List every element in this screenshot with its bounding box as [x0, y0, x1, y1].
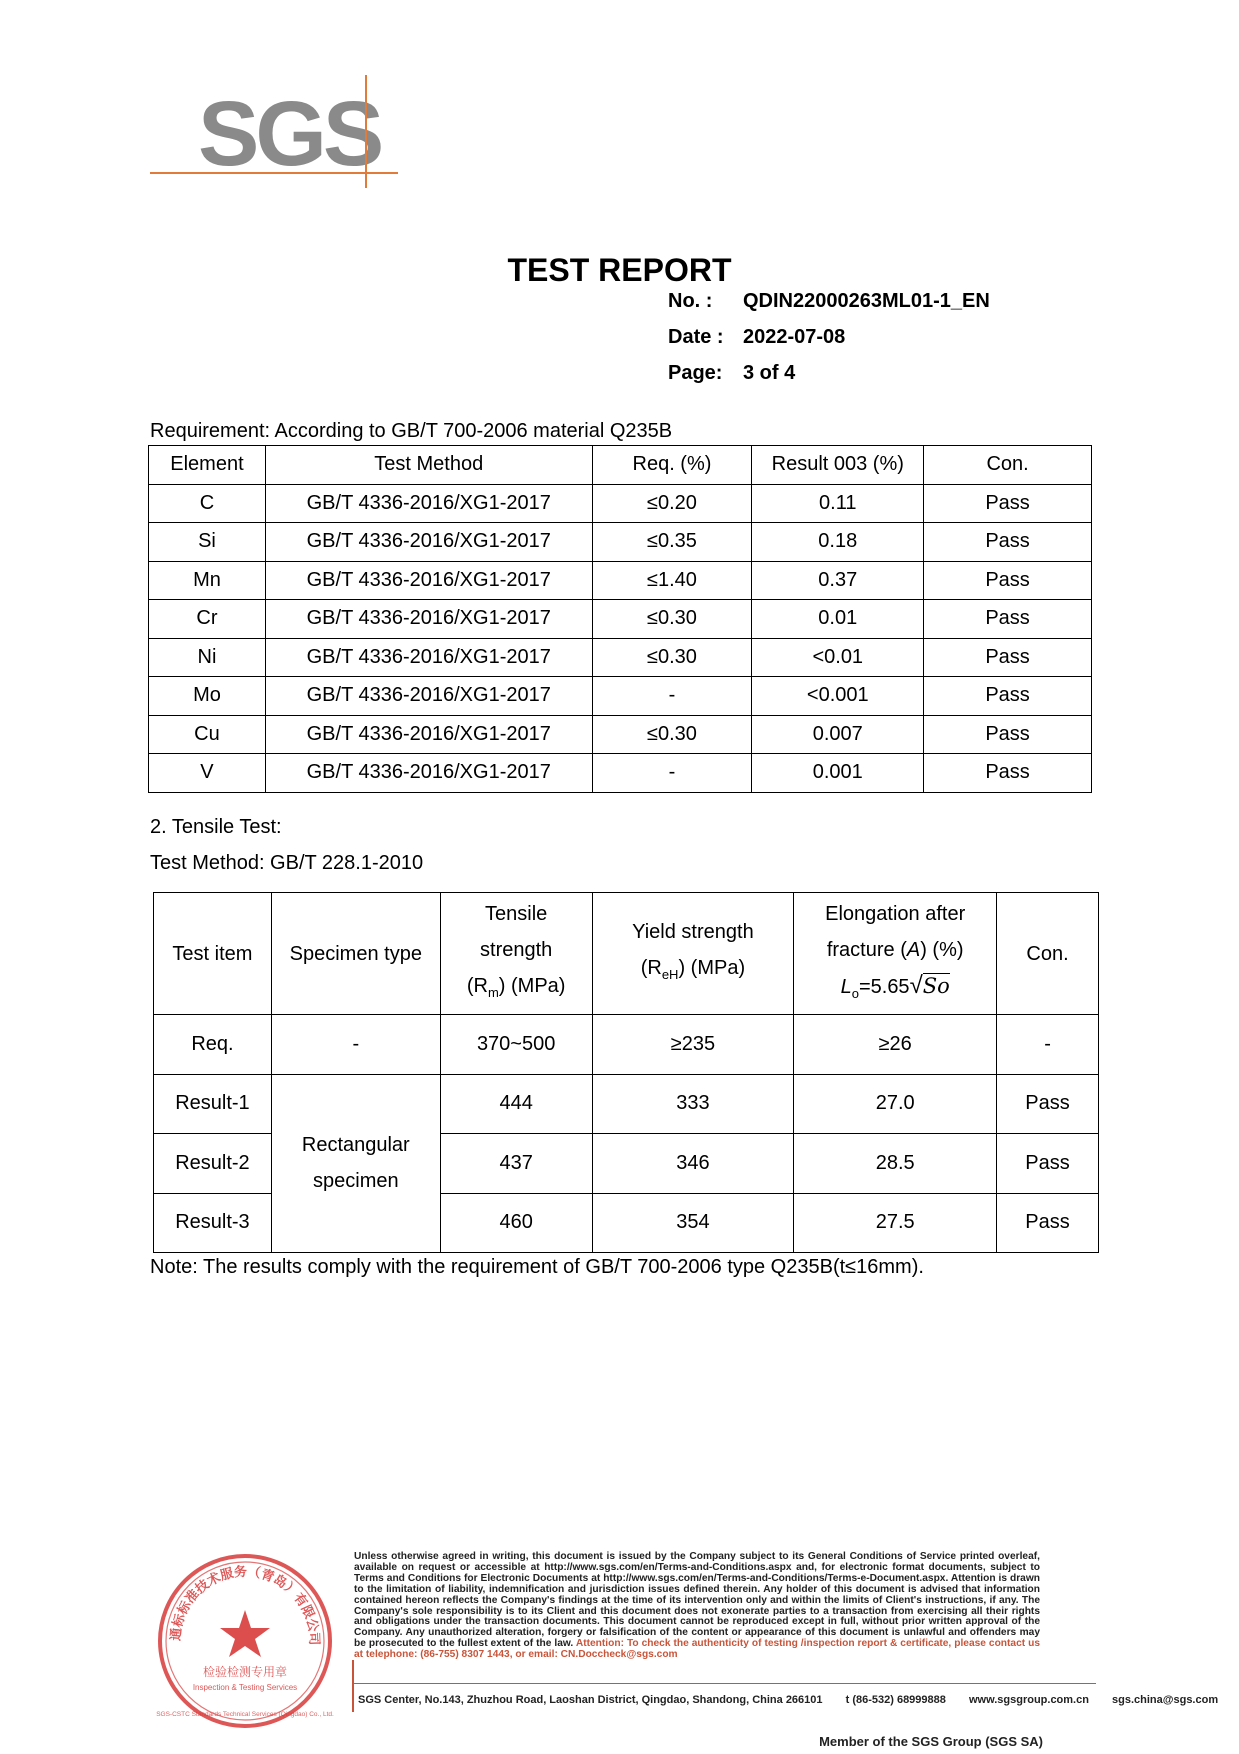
reh-prefix: (R — [640, 957, 662, 979]
authenticity-notice: Attention: To check the authenticity of testing /inspection report & certificate, please contact us at telephone: (86-755) 8307 1443, or email: CN.Doccheck@sgs.com — [354, 1638, 1041, 1661]
footer-phone: t (86-532) 68999888 — [845, 1694, 946, 1706]
chemical-composition-table — [148, 445, 1092, 793]
elong-header-line-1: Elongation after — [825, 902, 966, 925]
result-cell-elongation: 27.0 — [794, 1074, 997, 1134]
cell-test-method: GB/T 4336-2016/XG1-2017 — [265, 677, 592, 716]
result-cell-con: Pass — [997, 1193, 1099, 1253]
tensile-header-line-3 — [441, 968, 592, 1011]
cell-element: Si — [149, 523, 266, 562]
cell-result: 0.37 — [752, 561, 924, 600]
col-header-test-item: Test item — [154, 893, 272, 1015]
result-cell-item: Result-1 — [154, 1074, 272, 1134]
footer-divider-vertical — [352, 1660, 354, 1712]
yield-header-line-1: Yield strength — [632, 921, 754, 943]
col-header-elongation — [794, 893, 997, 1015]
cell-req: ≤0.35 — [592, 523, 752, 562]
table-header-row — [149, 446, 1092, 485]
footer-member-line: Member of the SGS Group (SGS SA) — [819, 1734, 1043, 1749]
cell-test-method: GB/T 4336-2016/XG1-2017 — [265, 715, 592, 754]
cell-req: ≤1.40 — [592, 561, 752, 600]
lo-symbol: L — [840, 975, 852, 998]
elong-a-symbol: A — [906, 938, 921, 961]
cell-con: Pass — [924, 523, 1092, 562]
col-header-yield-strength — [592, 893, 794, 1015]
elong-unit: ) (%) — [920, 938, 964, 961]
so-symbol: So — [922, 973, 950, 998]
cell-element: Cr — [149, 600, 266, 639]
cell-result: 0.18 — [752, 523, 924, 562]
req-cell-specimen: - — [271, 1015, 440, 1075]
cell-con: Pass — [924, 715, 1092, 754]
report-date-label: Date : — [668, 326, 724, 348]
cell-element: Mn — [149, 561, 266, 600]
sgs-logo — [150, 70, 405, 195]
requirement-text: Requirement: According to GB/T 700-2006 material Q235B — [150, 420, 673, 442]
req-cell-con: - — [997, 1015, 1099, 1075]
result-cell-yield: 333 — [592, 1074, 794, 1134]
cell-test-method: GB/T 4336-2016/XG1-2017 — [265, 600, 592, 639]
elong-header-line-3 — [794, 968, 996, 1012]
star-icon — [220, 1610, 270, 1657]
result-cell-tensile: 437 — [440, 1134, 592, 1194]
specimen-type-cell — [271, 1074, 440, 1253]
compliance-note: Note: The results comply with the requirement of GB/T 700-2006 type Q235B(t≤16mm). — [150, 1256, 924, 1278]
report-date-value: 2022-07-08 — [743, 326, 846, 348]
rm-subscript: m — [487, 985, 499, 1000]
cell-req: ≤0.30 — [592, 715, 752, 754]
cell-con: Pass — [924, 600, 1092, 639]
stamp-text-en: Inspection & Testing Services — [192, 1683, 298, 1692]
cell-result: 0.007 — [752, 715, 924, 754]
rm-unit: ) (MPa) — [498, 975, 566, 997]
elong-fracture-prefix: fracture ( — [826, 938, 907, 961]
cell-test-method: GB/T 4336-2016/XG1-2017 — [265, 484, 592, 523]
elong-header-line-2 — [794, 932, 996, 968]
table-row-req — [154, 1015, 1099, 1075]
specimen-type-line-2: specimen — [313, 1170, 399, 1193]
stamp-text-mid: 检验检测专用章 — [202, 1665, 288, 1679]
cell-element: Mo — [149, 677, 266, 716]
cell-test-method: GB/T 4336-2016/XG1-2017 — [265, 523, 592, 562]
cell-result: <0.01 — [752, 638, 924, 677]
tensile-header-line-2: strength — [480, 939, 553, 961]
footer-disclaimer — [354, 1552, 1040, 1661]
company-seal-stamp — [152, 1548, 338, 1734]
req-cell-elongation: ≥26 — [794, 1015, 997, 1075]
disclaimer-text: Unless otherwise agreed in writing, this document is issued by the Company subject to its General Conditions of Service printed overleaf, available on request or accessible at http://www.sgs.com/en/Terms-and-Conditions.aspx and, for electronic format documents, subject to Terms and Conditions for Electronic Documents at http://www.sgs.com/en/Terms-and-Conditions/Terms-e-Document.aspx. Attention is drawn to the limitation of liability, indemnification and jurisdiction issues defined therein. Any holder of this document is advised that information contained hereon reflects the Company's findings at the time of its intervention only and within the limits of Client's instructions, if any. The Company's sole responsibility is to its Client and this document does not exonerate parties to a transaction from exercising all their rights and obligations under the transaction documents. This document cannot be reproduced except in full, without prior written approval of the Company. Any unauthorized alteration, forgery or falsification of the content or appearance of this document is unlawful and offenders may be prosecuted to the fullest extent of the law. — [354, 1551, 1040, 1650]
specimen-type-line-1: Rectangular — [301, 1134, 410, 1157]
cell-element: C — [149, 484, 266, 523]
reh-subscript: eH — [661, 967, 679, 982]
cell-req: ≤0.20 — [592, 484, 752, 523]
report-page-label: Page: — [668, 362, 723, 384]
lo-factor: =5.65 — [858, 975, 910, 998]
col-header-con: Con. — [924, 446, 1092, 485]
stamp-text-bottom: SGS-CSTC Standards Technical Services (Qingdao) Co., Ltd. — [156, 1711, 334, 1718]
stamp-text-top: 通标标准技术服务（青岛）有限公司 — [167, 1563, 323, 1646]
yield-header-line-2 — [593, 950, 794, 993]
cell-test-method: GB/T 4336-2016/XG1-2017 — [265, 754, 592, 793]
tensile-section-title: 2. Tensile Test: — [150, 816, 282, 838]
result-cell-yield: 354 — [592, 1193, 794, 1253]
report-no-value: QDIN22000263ML01-1_EN — [743, 290, 990, 312]
table-row — [149, 715, 1092, 754]
cell-con: Pass — [924, 484, 1092, 523]
cell-test-method: GB/T 4336-2016/XG1-2017 — [265, 638, 592, 677]
report-meta — [668, 290, 990, 398]
col-header-con: Con. — [997, 893, 1099, 1015]
report-title: TEST REPORT — [507, 252, 732, 288]
result-cell-yield: 346 — [592, 1134, 794, 1194]
req-cell-tensile: 370~500 — [440, 1015, 592, 1075]
cell-test-method: GB/T 4336-2016/XG1-2017 — [265, 561, 592, 600]
cell-con: Pass — [924, 754, 1092, 793]
footer-website: www.sgsgroup.com.cn — [968, 1694, 1089, 1706]
cell-element: Ni — [149, 638, 266, 677]
footer-contact — [358, 1694, 1238, 1706]
result-cell-tensile: 460 — [440, 1193, 592, 1253]
reh-unit: ) (MPa) — [678, 957, 746, 979]
sgs-logo-text: SGS — [198, 83, 381, 185]
table-row — [149, 484, 1092, 523]
rm-prefix: (R — [466, 975, 488, 997]
result-cell-elongation: 28.5 — [794, 1134, 997, 1194]
table-row — [154, 1074, 1099, 1134]
table-row — [149, 561, 1092, 600]
col-header-test-method: Test Method — [265, 446, 592, 485]
lo-subscript: o — [851, 985, 859, 1001]
cell-con: Pass — [924, 677, 1092, 716]
cell-element: V — [149, 754, 266, 793]
footer-address: SGS Center, No.143, Zhuzhou Road, Laoshan District, Qingdao, Shandong, China 266101 — [358, 1694, 823, 1706]
col-header-specimen-type: Specimen type — [271, 893, 440, 1015]
table-row — [149, 754, 1092, 793]
cell-result: 0.001 — [752, 754, 924, 793]
table-header-row — [154, 893, 1099, 1015]
cell-element: Cu — [149, 715, 266, 754]
cell-req: - — [592, 677, 752, 716]
col-header-result: Result 003 (%) — [752, 446, 924, 485]
cell-result: 0.01 — [752, 600, 924, 639]
req-cell-item: Req. — [154, 1015, 272, 1075]
req-cell-yield: ≥235 — [592, 1015, 794, 1075]
footer-email: sgs.china@sgs.com — [1112, 1694, 1219, 1706]
cell-result: 0.11 — [752, 484, 924, 523]
tensile-test-table — [153, 892, 1099, 1253]
result-cell-item: Result-2 — [154, 1134, 272, 1194]
report-no-label: No. : — [668, 290, 713, 312]
col-header-req: Req. (%) — [592, 446, 752, 485]
result-cell-tensile: 444 — [440, 1074, 592, 1134]
report-page-value: 3 of 4 — [743, 362, 796, 384]
result-cell-con: Pass — [997, 1074, 1099, 1134]
result-cell-con: Pass — [997, 1134, 1099, 1194]
cell-con: Pass — [924, 638, 1092, 677]
cell-req: ≤0.30 — [592, 638, 752, 677]
result-cell-elongation: 27.5 — [794, 1193, 997, 1253]
sqrt-icon: √ — [909, 971, 923, 999]
tensile-test-method: Test Method: GB/T 228.1-2010 — [150, 852, 424, 874]
cell-con: Pass — [924, 561, 1092, 600]
footer-divider — [352, 1683, 1096, 1684]
cell-req: ≤0.30 — [592, 600, 752, 639]
result-cell-item: Result-3 — [154, 1193, 272, 1253]
col-header-tensile-strength — [440, 893, 592, 1015]
cell-result: <0.001 — [752, 677, 924, 716]
col-header-element: Element — [149, 446, 266, 485]
tensile-header-line-1: Tensile — [485, 903, 548, 925]
table-row — [149, 677, 1092, 716]
table-row — [149, 523, 1092, 562]
cell-req: - — [592, 754, 752, 793]
table-row — [149, 600, 1092, 639]
table-row — [149, 638, 1092, 677]
